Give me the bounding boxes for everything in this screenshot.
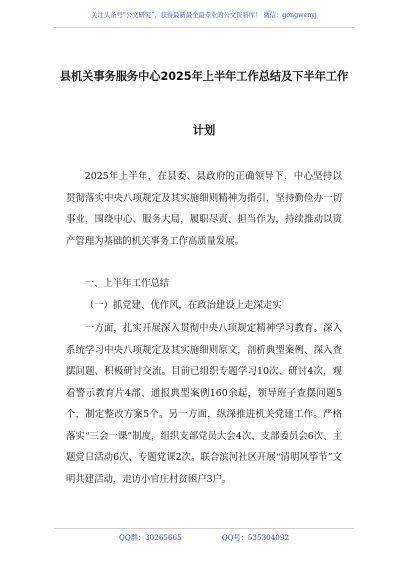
footer-divider [54, 528, 354, 529]
intro-paragraph: 2025年上半年，在县委、县政府的正确领导下，中心坚持以贯彻落实中央八项规定及其实施细则精神为指引，坚持勤俭办一切事业，围绕中心、服务大局，履职尽责、担当作为，持续推动以资产管理为基础的机关事务工作高质量发展。 [66, 171, 342, 247]
footer-contact [0, 533, 408, 543]
header-note: 关注头条号“公文研究”，获得最新最全最专业的公文资料库！ 微信：gongwenyj [91, 12, 317, 19]
document-title-line-2: 计划 [192, 124, 216, 137]
subsection-body-paragraph: 一方面，扎实开展深入贯彻中央八项规定精神学习教育。深入系统学习中央八项规定及其实施细则原文，剖析典型案例、深入查摆问题、积极研讨交流。目前已组织专题学习10次、研讨4次，观看警示教育片4部、通报典型案例160余起，领导班子查摆问题5个，制定整改方案5个。另一方面，纵深推进机关党建工作。严格落实“三会一课”制度，组织支部党员大会4次、支部委员会6次、主题党日活动6次、专题党课2次。联合滨河社区开展“清明风筝节”文明共建活动，走访小官庄村贫困户3户。 [66, 323, 342, 485]
footer-qq-group: QQ群：30265665 [118, 533, 182, 542]
document-title-line-1: 县机关事务服务中心2025年上半年工作总结及下半年工作 [59, 70, 349, 83]
header-divider [54, 27, 354, 28]
section-heading: 一、上半年工作总结 [84, 278, 170, 289]
subsection-heading: （一）抓党建、优作风，在政治建设上走深走实 [84, 300, 282, 311]
footer-qq-number: QQ号：535304092 [221, 533, 290, 542]
